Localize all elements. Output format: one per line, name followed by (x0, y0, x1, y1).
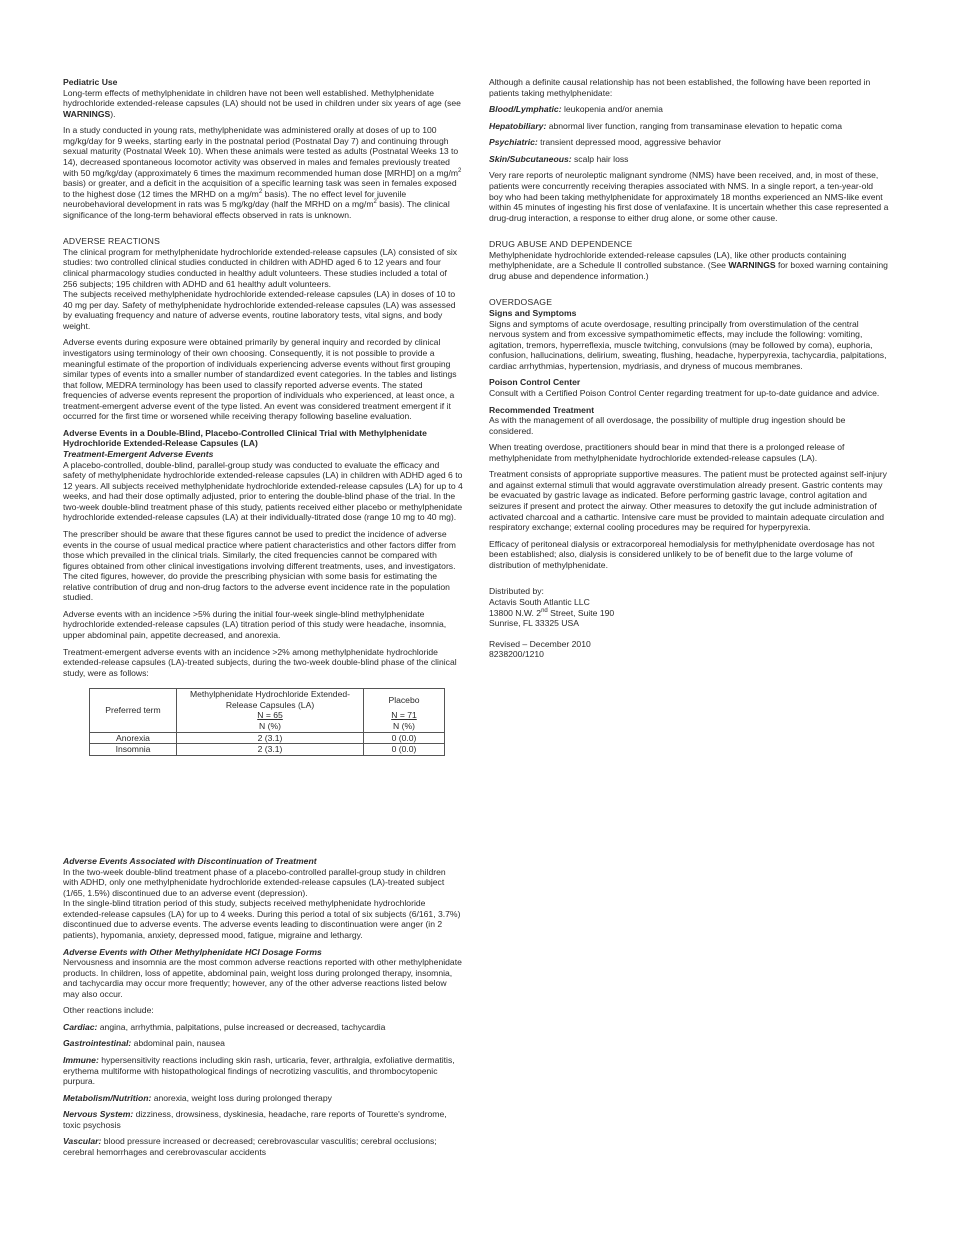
discontinuation-heading: Adverse Events Associated with Discontinuation of Treatment (63, 856, 317, 866)
trial-paragraph-4: Treatment-emergent adverse events with an incidence >2% among methylphenidate hydrochloride extended-release capsules (LA)-treated subjects, during the two-week double-blind phase of the clinical study, were as follows: (63, 646, 457, 678)
reaction-item-gastrointestinal: Gastrointestinal: abdominal pain, nausea (63, 1038, 225, 1049)
signs-symptoms-paragraph: Signs and symptoms of acute overdosage, resulting principally from overstimulation of the central nervous system and from excessive sympathomimetic effects, may include the following: vomiting, agitation, tremors, hyperreflexia, muscle twitching, convulsions (may be followed by coma), euphoria, confusion, hallucinations, delirium, sweating, flushing, headache, hyperpyrexia, tachycardia, palpitations, cardiac arrhythmias, hypertension, mydriasis, and dryness of mucous membranes. (489, 318, 887, 371)
reaction-item-psychiatric: Psychiatric: transient depressed mood, aggressive behavior (489, 137, 722, 148)
trial-paragraph-3: Adverse events with an incidence >5% during the initial four-week single-blind methylphenidate hydrochloride extended-release capsules (LA) titration period of this study were headache, insomnia, upper abdominal pain, appetite decreased, and anorexia. (63, 608, 447, 640)
other-dosage-forms-heading: Adverse Events with Other Methylphenidate HCl Dosage Forms (63, 946, 322, 957)
left-column (63, 77, 463, 756)
table-cell-placebo: 0 (0.0) (364, 744, 445, 756)
overdosage-heading: OVERDOSAGE (489, 297, 553, 308)
signs-symptoms-heading: Signs and Symptoms (489, 308, 577, 318)
discontinuation-paragraph-1: In the two-week double-blind treatment phase of a placebo-controlled parallel-group study in children with ADHD, only one methylphenidate hydrochloride extended-release capsules (LA)-treated subject (1/65, 1.5%) discontinued due to an adverse event (depression). (63, 866, 446, 898)
distributor-block: Distributed by: Actavis South Atlantic LLC 13800 N.W. 2nd Street, Suite 190 Sunrise, FL 33325 USA (489, 586, 615, 629)
reaction-item-immune: Immune: hypersensitivity reactions including skin rash, urticaria, fever, arthralgia, exfoliative dermatitis, erythema multiforme with histopathological findings of necrotizing vasculitis, and thrombocytopenic purpura. (63, 1055, 455, 1087)
other-dosage-forms-paragraph-1: Nervousness and insomnia are the most common adverse reactions reported with other methylphenidate products. In children, loss of appetite, abdominal pain, weight loss during prolonged therapy, insomnia, and tachycardia may occur more frequently; however, any of the other adverse reactions listed below may also occur. (63, 957, 462, 999)
right-column (489, 77, 889, 660)
table-header-row (90, 689, 445, 711)
recommended-treatment-paragraph-1: As with the management of all overdosage, the possibility of multiple drug ingestion should be considered. (489, 415, 846, 436)
double-blind-trial-heading: Adverse Events in a Double-Blind, Placebo-Controlled Clinical Trial with Methylphenidate Hydrochloride Extended-Release Capsules (LA) (63, 427, 427, 449)
table-unit-placebo: N (%) (364, 721, 445, 732)
table-cell-drug: 2 (3.1) (177, 744, 364, 756)
recommended-treatment-paragraph-4: Efficacy of peritoneal dialysis or extracorporeal hemodialysis for methylphenidate overdosage has not been established; also, dialysis is considered unlikely to be of benefit due to the large volume of distribution of methylphenidate. (489, 538, 875, 570)
trial-paragraph-1: A placebo-controlled, double-blind, parallel-group study was conducted to evaluate the efficacy and safety of methylphenidate hydrochloride extended-release capsules (LA) in children with ADHD aged 6 to 12 years. All subjects received methylphenidate hydrochloride extended-release capsules (LA) for up to 4 weeks, and had their dose optimally adjusted, prior to entering the double-blind phase of the trial. In the two-week double-blind treatment phase of this study, patients received either placebo or methylphenidate hydrochloride extended-release capsules (LA) at their individually-titrated dose (range 10 mg to 40 mg). (63, 459, 463, 523)
recommended-treatment-paragraph-2: When treating overdose, practitioners should bear in mind that there is a prolonged release of methylphenidate from methylphenidate hydrochloride extended-release capsules (LA). (489, 442, 845, 463)
table-header-preferred-term: Preferred term (90, 689, 177, 732)
pediatric-use-heading: Pediatric Use (63, 77, 118, 87)
drug-abuse-heading: DRUG ABUSE AND DEPENDENCE (489, 239, 633, 250)
other-reactions-intro: Other reactions include: (63, 1005, 154, 1016)
adverse-events-table (89, 688, 445, 755)
adverse-reactions-paragraph-1: The clinical program for methylphenidate hydrochloride extended-release capsules (LA) consisted of six studies: two controlled clinical studies conducted in children with ADHD aged 6 to 12 years and four clinical pharmacology studies conducted in healthy adult volunteers. These studies included a total of 256 subjects; 195 children with ADHD and 61 healthy adult volunteers. (63, 246, 458, 289)
reaction-item-nervous-system: Nervous System: dizziness, drowsiness, dyskinesia, headache, rare reports of Tourette's syndrome, toxic psychosis (63, 1109, 447, 1130)
revision-block: Revised – December 2010 8238200/1210 (489, 638, 591, 660)
recommended-treatment-paragraph-3: Treatment consists of appropriate supportive measures. The patient must be protected against self-injury and against external stimuli that would aggravate overstimulation already present. Gastric contents may be evacuated by gastric lavage as indicated. Before performing gastric lavage, control agitation and seizures if present and protect the airway. Other measures to detoxify the gut include administration of activated charcoal and a cathartic. Intensive care must be provided to maintain adequate circulation and respiratory exchange; external cooling procedures may be required for hyperpyrexia. (489, 469, 887, 533)
reaction-item-metabolism: Metabolism/Nutrition: anorexia, weight loss during prolonged therapy (63, 1092, 332, 1103)
reaction-item-vascular: Vascular: blood pressure increased or decreased; cerebrovascular vasculitis; cerebral occlusions; cerebral hemorrhages and cerebrovascular accidents (63, 1136, 437, 1157)
reaction-item-skin: Skin/Subcutaneous: scalp hair loss (489, 153, 629, 164)
trial-paragraph-2: The prescriber should be aware that these figures cannot be used to predict the incidence of adverse events in the course of usual medical practice where patient characteristics and other factors differ from those which prevailed in the clinical trials. Similarly, the cited frequencies cannot be compared with figures obtained from other clinical investigations involving different treatments, uses, and investigators. The cited figures, however, do provide the prescribing physician with some basis for estimating the relative contribution of drug and non-drug factors to the adverse event incidence rate in the population studied. (63, 528, 456, 603)
table-header-drug: Methylphenidate Hydrochloride Extended-Release Capsules (LA) (177, 689, 364, 711)
poison-control-paragraph: Consult with a Certified Poison Control Center regarding treatment for up-to-date guidance and advice. (489, 387, 880, 398)
methylphenidate-intro: Although a definite causal relationship has not been established, the following have been reported in patients taking methylphenidate: (489, 77, 871, 98)
table-header-placebo: Placebo (364, 689, 445, 711)
reaction-item-hepatobiliary: Hepatobiliary: abnormal liver function, ranging from transaminase elevation to hepatic coma (489, 120, 842, 131)
adverse-reactions-heading: ADVERSE REACTIONS (63, 236, 160, 247)
table-cell-placebo: 0 (0.0) (364, 732, 445, 744)
recommended-treatment-heading: Recommended Treatment (489, 404, 595, 415)
table-n-placebo: N = 71 (364, 710, 445, 721)
table-row (90, 744, 445, 756)
adverse-reactions-paragraph-2: The subjects received methylphenidate hydrochloride extended-release capsules (LA) in doses of 10 to 40 mg per day. Safety of methylphenidate hydrochloride extended-release capsules (LA) was assessed by evaluating frequency and nature of adverse events, routine laboratory tests, vital signs, and body weight. (63, 289, 456, 331)
table-cell-term: Insomnia (90, 744, 177, 756)
treatment-emergent-subheading: Treatment-Emergent Adverse Events (63, 449, 214, 459)
drug-abuse-paragraph: Methylphenidate hydrochloride extended-release capsules (LA), like other products containing methylphenidate, are a Schedule II controlled substance. (See WARNINGS for boxed warning containing drug abuse and dependence information.) (489, 249, 888, 281)
table-cell-drug: 2 (3.1) (177, 732, 364, 744)
adverse-reactions-paragraph-3: Adverse events during exposure were obtained primarily by general inquiry and recorded by clinical investigators using terminology of their own choosing. Consequently, it is not possible to provide a meaningful estimate of the proportion of individuals experiencing adverse events without first grouping similar types of events into a smaller number of standardized event categories. In the tables and listings that follow, MEDRA terminology has been used to classify reported adverse events. The stated frequencies of adverse events represent the proportion of individuals who experienced, at least once, a treatment-emergent adverse event of the type listed. An event was considered treatment emergent if it occurred for the first time or worsened while receiving therapy following baseline evaluation. (63, 337, 457, 422)
reaction-item-blood: Blood/Lymphatic: leukopenia and/or anemia (489, 104, 663, 115)
poison-control-heading: Poison Control Center (489, 377, 581, 388)
table-row (90, 732, 445, 744)
reaction-item-cardiac: Cardiac: angina, arrhythmia, palpitations, pulse increased or decreased, tachycardia (63, 1021, 386, 1032)
table-unit-drug: N (%) (177, 721, 364, 732)
nms-paragraph: Very rare reports of neuroleptic malignant syndrome (NMS) have been received, and, in most of these, patients were concurrently receiving therapies associated with NMS. In a single report, a ten-year-old boy who had been taking methylphenidate for approximately 18 months experienced an NMS-like event within 45 minutes of ingesting his first dose of venlafaxine. It is uncertain whether this case represented a drug-drug interaction, a response to either drug alone, or some other cause. (489, 170, 889, 223)
table-n-drug: N = 65 (177, 710, 364, 721)
lower-left-section (63, 856, 463, 1164)
pediatric-use-paragraph-2: In a study conducted in young rats, methylphenidate was administered orally at doses of up to 100 mg/kg/day for 9 weeks, starting early in the postnatal period (Postnatal Day 7) and continuing through sexual maturity (Postnatal Week 10). When these animals were tested as adults (Postnatal Weeks 13 to 14), decreased spontaneous locomotor activity was observed in males and females previously treated with 50 mg/kg/day (approximately 6 times the maximum recommended human dose [MRHD] on a $mg/m^2$ basis) or greater, and a deficit in the acquisition of a specific learning task was seen in females exposed to the highest dose (12 times the MRHD on a $mg/m^2$ basis). The no effect level for juvenile neurobehavioral development in rats was 5 mg/kg/day (half the MRHD on a $mg/m^2$ basis). The clinical significance of the long-term behavioral effects observed in rats is unknown. (63, 125, 462, 220)
table-cell-term: Anorexia (90, 732, 177, 744)
discontinuation-paragraph-2: In the single-blind titration period of this study, subjects received methylphenidate hydrochloride extended-release capsules (LA) for up to 4 weeks. During this period a total of six subjects (6/161, 3.7%) discontinued due to adverse events. The adverse events leading to discontinuation were anger (in 2 patients), hypomania, anxiety, depressed mood, fatigue, migraine and lethargy. (63, 898, 461, 940)
pediatric-use-paragraph-1: Long-term effects of methylphenidate in children have not been well established. Methylphenidate hydrochloride extended-release capsules (LA) should not be used in children under six years of age (see WARNINGS). (63, 87, 461, 119)
